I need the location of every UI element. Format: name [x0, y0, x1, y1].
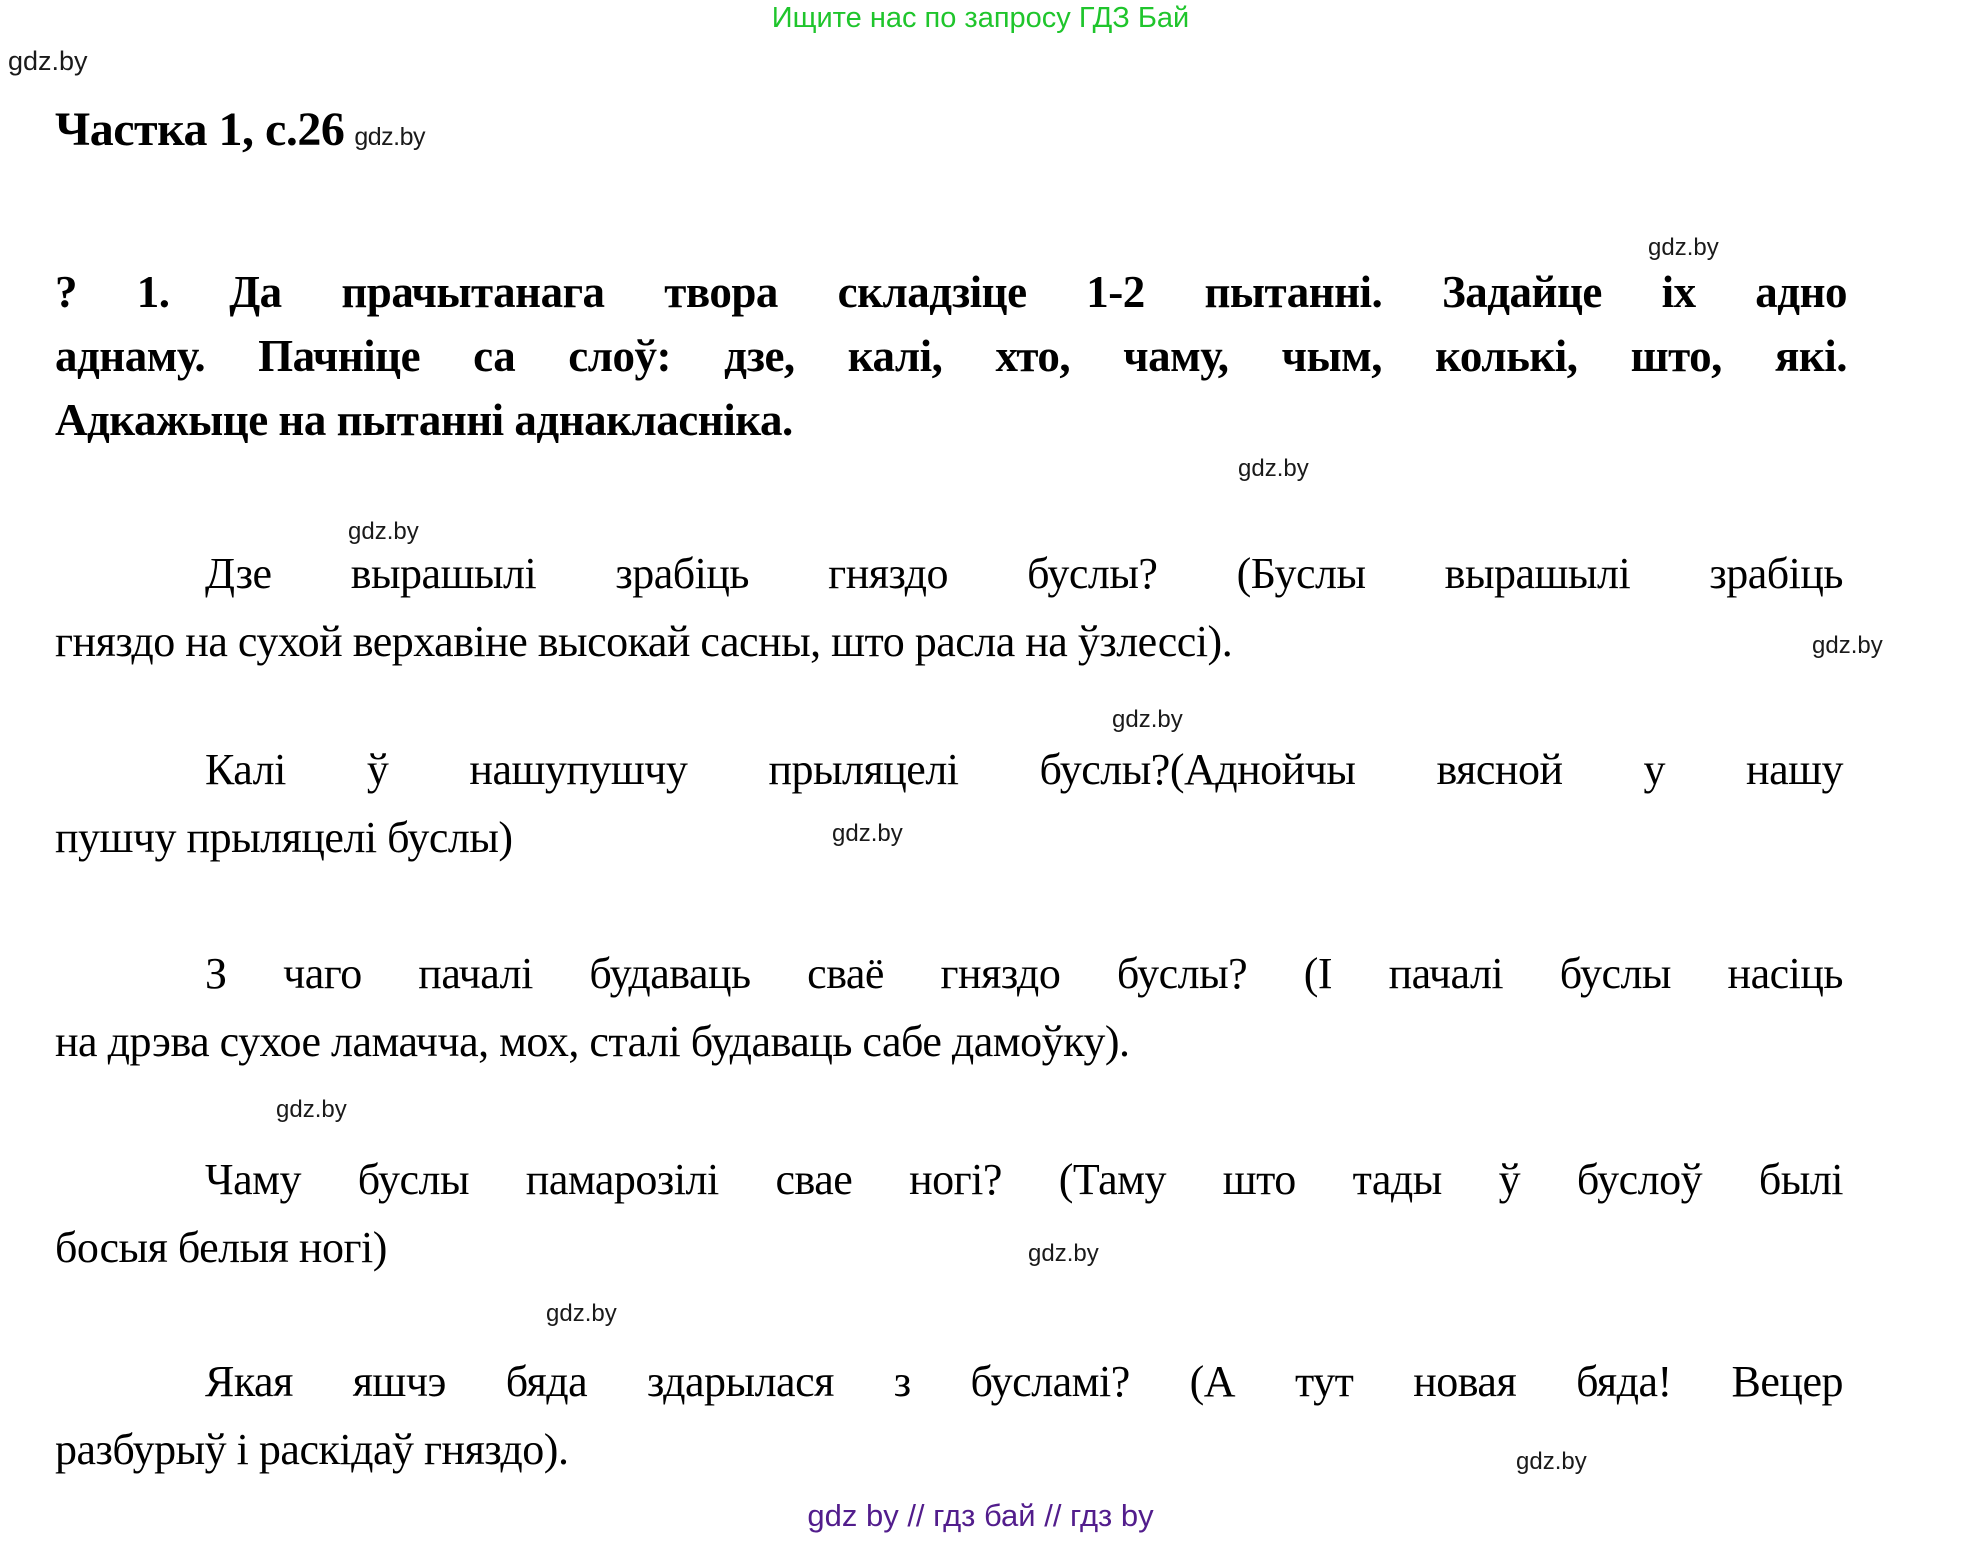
watermark: gdz.by: [1648, 234, 1719, 261]
watermark: gdz.by: [1112, 706, 1183, 733]
task-line: Адкажыце на пытанні аднакласніка.: [55, 395, 793, 445]
qa-line: гняздо на сухой верхавіне высокай сасны, што расла на ўзлессі).: [55, 617, 1233, 666]
task-text: [55, 260, 1847, 452]
qa-line: Калі ў нашупушчу прыляцелі буслы?(Аднойчы вясной у нашу: [205, 745, 1843, 794]
watermark: gdz.by: [832, 820, 903, 847]
watermark: gdz.by: [1516, 1448, 1587, 1475]
task-line: аднаму. Пачніце са слоў: дзе, калі, хто, чаму, чым, колькі, што, які.: [55, 331, 1847, 381]
watermark: gdz.by: [1028, 1240, 1099, 1267]
watermark: gdz.by: [8, 46, 88, 76]
watermark: gdz.by: [546, 1300, 617, 1327]
qa-paragraph-2: [55, 736, 1843, 872]
qa-paragraph-3: [55, 940, 1843, 1076]
task-line: ? 1. Да прачытанага твора складзіце 1-2 пытанні. Задайце іх адно: [55, 267, 1847, 317]
qa-paragraph-4: [55, 1146, 1843, 1282]
qa-line: разбурыў і раскідаў гняздо).: [55, 1425, 569, 1474]
page-heading-text: Частка 1, с.26: [55, 103, 345, 156]
qa-line: на дрэва сухое ламачча, мох, сталі будаваць сабе дамоўку).: [55, 1017, 1130, 1066]
qa-line: Якая яшчэ бяда здарылася з бусламі? (А тут новая бяда! Вецер: [205, 1357, 1843, 1406]
watermark: gdz.by: [1812, 632, 1883, 659]
qa-line: пушчу прыляцелі буслы): [55, 813, 513, 862]
qa-line: босыя белыя ногі): [55, 1223, 387, 1272]
qa-line: Чаму буслы памарозілі свае ногі? (Таму што тады ў буслоў былі: [205, 1155, 1843, 1204]
page-heading: [55, 102, 425, 157]
watermark: gdz.by: [354, 123, 426, 151]
promo-banner: Ищите нас по запросу ГДЗ Бай: [771, 2, 1190, 34]
qa-paragraph-1: [55, 540, 1843, 676]
qa-line: Дзе вырашылі зрабіць гняздо буслы? (Буслы вырашылі зрабіць: [205, 549, 1843, 598]
watermark: gdz.by: [1238, 455, 1309, 482]
watermark: gdz.by: [348, 518, 419, 545]
footer-keywords: gdz by // гдз бай // гдз by: [807, 1498, 1154, 1533]
watermark: gdz.by: [276, 1096, 347, 1123]
qa-line: З чаго пачалі будаваць сваё гняздо буслы? (І пачалі буслы насіць: [205, 949, 1843, 998]
